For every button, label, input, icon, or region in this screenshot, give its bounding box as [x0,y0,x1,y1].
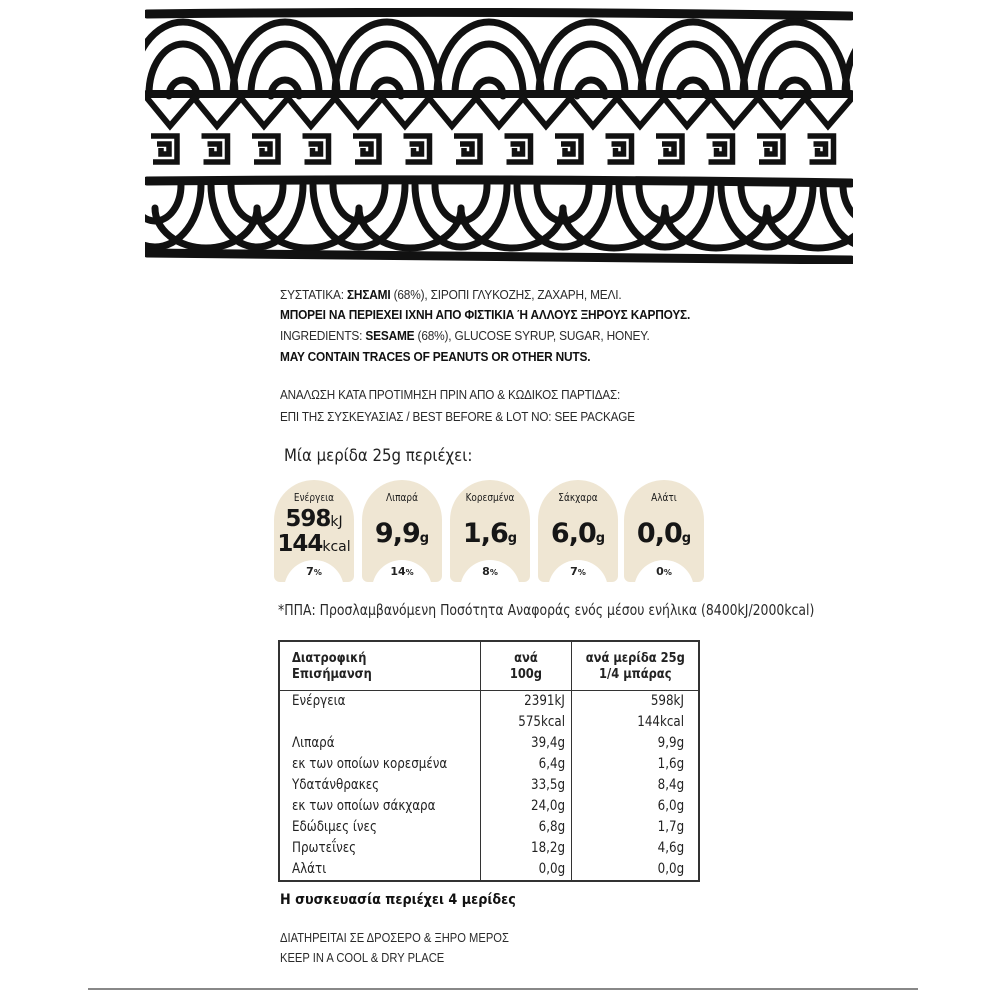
serving-title: Μία μερίδα 25g περιέχει: [284,446,473,466]
row-label [279,775,481,796]
badge-percent-unit: % [405,568,414,577]
badge-fat [362,480,442,582]
pattern-shape [303,136,329,162]
row-label-text: Υδατάνθρακες [292,777,380,793]
row-per100 [481,691,572,713]
row-serving [572,754,700,775]
best-before-line-2: ΕΠΙ ΤΗΣ ΣΥΣΚΕΥΑΣΙΑΣ / BEST BEFORE & LOT NO: SEE PACKAGE [280,409,635,424]
badge-percent [460,560,520,582]
badge-percent [634,560,694,582]
cell-value: 8,4g [657,777,684,793]
badge-saturates [450,480,530,582]
cell-value: 2391kJ [524,693,565,709]
table-row [279,838,699,859]
header-per-serving [572,641,700,691]
badge-label: Σάκχαρα [558,492,598,504]
badge-unit: g [595,531,606,546]
storage-en: KEEP IN A COOL & DRY PLACE [280,950,445,965]
pattern-shape [202,136,228,162]
table-row [279,754,699,775]
pattern-shape [659,44,727,94]
badge-label: Κορεσμένα [465,492,515,504]
row-per100 [481,817,572,838]
badge-label: Ενέργεια [293,492,335,504]
pattern-shape [656,136,682,162]
row-label [279,817,481,838]
cell-value: 24,0g [530,798,565,814]
ingredients-label-en: INGREDIENTS: [280,328,366,343]
row-serving [572,796,700,817]
badge-number: 9,9 [374,518,420,549]
row-label [279,754,481,775]
pattern-shape [455,44,523,94]
best-before-line-1: ΑΝΑΛΩΣΗ ΚΑΤΑ ΠΡΟΤΙΜΗΣΗ ΠΡΙΝ ΑΠΟ & ΚΩΔΙΚΟΣ ΠΑΡΤΙΔΑΣ: [280,387,621,402]
row-label [279,691,481,713]
row-label-text: Λιπαρά [292,735,335,751]
pattern-shape [404,136,430,162]
pattern-shape [707,136,733,162]
table-row [279,733,699,754]
cell-value: 0,0g [657,861,684,877]
row-label-text: Αλάτι [292,861,327,877]
badge-number: 1,6 [462,518,508,549]
badge-percent [284,560,344,582]
row-per100 [481,775,572,796]
badge-percent-unit: % [577,568,586,577]
row-label [279,796,481,817]
pattern-shape [761,44,829,94]
pattern-shape [555,136,581,162]
badge-percent-value: 0 [656,565,664,578]
table-row [279,691,699,713]
badge-unit: g [507,531,518,546]
ri-footnote: *ΠΠΑ: Προσλαμβανόμενη Ποσότητα Αναφοράς ενός μέσου ενήλικα (8400kJ/2000kcal) [278,601,815,619]
cell-value: 6,0g [657,798,684,814]
table-row [279,796,699,817]
badge-percent-unit: % [489,568,498,577]
table-row [279,817,699,838]
cell-value: 575kcal [518,714,565,730]
row-label-text: Εδώδιμες ίνες [292,819,377,835]
header-line-2: 1/4 μπάρας [598,666,672,682]
badge-salt [624,480,704,582]
pattern-shape [757,136,783,162]
allergen-warning-en: MAY CONTAIN TRACES OF PEANUTS OR OTHER NUTS. [280,349,591,364]
row-label-text: εκ των οποίων σάκχαρα [292,798,436,814]
row-label [279,859,481,881]
pattern-shape [251,44,319,94]
badge-percent [548,560,608,582]
cell-value: 1,7g [657,819,684,835]
row-label-text: Ενέργεια [292,693,346,709]
badge-percent [372,560,432,582]
header-line-2: Επισήμανση [292,666,372,682]
badge-percent-value: 7 [570,565,578,578]
table-header-row [279,641,699,691]
header-line-1: ανά μερίδα 25g [585,650,685,666]
pattern-shape [145,185,181,221]
cell-value: 6,4g [538,756,565,772]
row-per100 [481,859,572,881]
row-serving [572,733,700,754]
cell-value: 18,2g [530,840,565,856]
header-line-1: Διατροφική [292,650,367,666]
row-serving [572,775,700,796]
cell-value: 6,8g [538,819,565,835]
ingredients-rest-gr: (68%), ΣΙΡΟΠΙ ΓΛΥΚΟΖΗΣ, ΖΑΧΑΡΗ, ΜΕΛΙ. [390,287,622,302]
badge-number: 0,0 [636,518,682,549]
cell-value: 4,6g [657,840,684,856]
row-label-text: Πρωτεΐνες [292,840,357,856]
row-serving [572,838,700,859]
row-serving [572,859,700,881]
badge-percent-unit: % [313,568,322,577]
badge-unit: kJ [330,514,343,530]
ingredients-english [280,326,650,346]
table-row [279,859,699,881]
header-line-1: ανά [514,650,538,666]
cell-value: 144kcal [637,714,684,730]
badge-energy [274,480,354,582]
badge-label: Αλάτι [651,492,677,504]
pattern-shape [843,185,853,221]
badge-value: 598 [285,506,331,532]
row-label [279,838,481,859]
row-label [279,712,481,733]
header-nutrition-info [279,641,481,691]
pattern-shape [353,136,379,162]
badge-value [538,518,618,549]
badge-value [624,518,704,549]
pattern-shape [505,136,531,162]
badge-percent-value: 8 [482,565,490,578]
table-row [279,712,699,733]
badge-energy-kj [274,506,354,532]
nutrition-badges [274,480,714,584]
ingredients-rest-en: (68%), GLUCOSE SYRUP, SUGAR, HONEY. [414,328,650,343]
cell-value: 0,0g [538,861,565,877]
cell-value: 598kJ [650,693,684,709]
ingredients-greek [280,285,622,305]
ingredient-main-gr: ΣΗΣΑΜΙ [346,287,391,302]
decorative-pattern-band [145,8,853,264]
badge-percent-value: 7 [306,565,314,578]
badge-unit: kcal [322,539,351,555]
allergen-warning-gr: ΜΠΟΡΕΙ ΝΑ ΠΕΡΙΕΧΕΙ ΙΧΝΗ ΑΠΟ ΦΙΣΤΙΚΙΑ Ή ΑΛΛΟΥΣ ΞΗΡΟΥΣ ΚΑΡΠΟΥΣ. [280,307,691,322]
row-per100 [481,733,572,754]
row-label [279,733,481,754]
row-per100 [481,796,572,817]
pattern-shape [845,22,853,94]
storage-gr: ΔΙΑΤΗΡΕΙΤΑΙ ΣΕ ΔΡΟΣΕΡΟ & ΞΗΡΟ ΜΕΡΟΣ [280,930,509,945]
badge-energy-kcal [274,531,354,557]
row-per100 [481,712,572,733]
cell-value: 33,5g [530,777,565,793]
pattern-shape [606,136,632,162]
row-serving [572,691,700,713]
badge-value: 144 [277,531,323,557]
storage-instructions [280,928,509,968]
pattern-shape [149,44,217,94]
row-serving [572,817,700,838]
table-row [279,775,699,796]
ingredient-main-en: SESAME [365,328,415,343]
badge-percent-unit: % [663,568,672,577]
cell-value: 1,6g [657,756,684,772]
header-line-2: 100g [509,666,543,682]
bottom-divider [88,988,918,990]
badge-number: 6,0 [550,518,596,549]
badge-value [362,518,442,549]
row-serving [572,712,700,733]
pattern-shape [808,136,834,162]
badge-value [450,518,530,549]
badge-sugars [538,480,618,582]
pattern-shape [454,136,480,162]
header-text [292,650,372,682]
badge-label: Λιπαρά [386,492,418,504]
cell-value: 9,9g [657,735,684,751]
pattern-shape [151,136,177,162]
package-servings: Η συσκευασία περιέχει 4 μερίδες [280,892,516,908]
ingredients-label-gr: ΣΥΣΤΑΤΙΚΑ: [280,287,347,302]
badge-percent-value: 14 [390,565,406,578]
cell-value: 39,4g [530,735,565,751]
pattern-shape [557,44,625,94]
header-per-100g [481,641,572,691]
pattern-shape [252,136,278,162]
header-text [510,650,542,682]
row-per100 [481,838,572,859]
header-text [585,650,684,682]
badge-unit: g [419,531,430,546]
row-label-text: εκ των οποίων κορεσμένα [292,756,448,772]
row-per100 [481,754,572,775]
pattern-shape [353,44,421,94]
badge-unit: g [681,531,692,546]
nutrition-table [278,640,700,882]
